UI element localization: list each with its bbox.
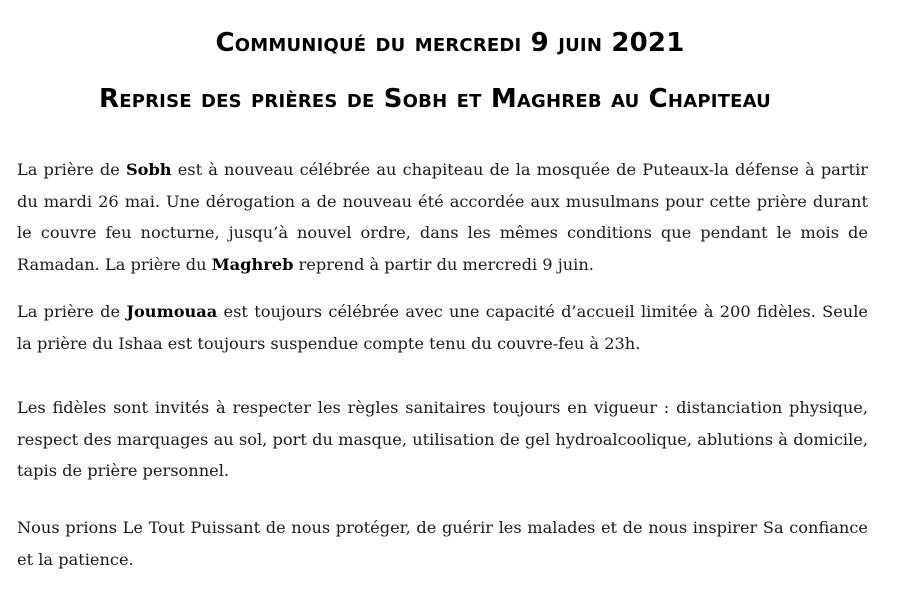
paragraph-text: reprend à partir du mercredi 9 juin. [293,254,594,274]
paragraph-text: La prière de [17,302,127,321]
paragraph-text: La prière de [17,160,126,179]
bold-term-joumouaa: Joumouaa [126,302,218,321]
paragraph-closing-prayer: Nous prions Le Tout Puissant de nous protéger, de guérir les malades et de nous inspirer Sa confiance et la patience. [17,518,868,569]
bold-term-maghreb: Maghreb [211,254,294,274]
paragraph-sobh-maghreb [17,154,868,280]
paragraph-sanitary-rules: Les fidèles sont invités à respecter les règles sanitaires toujours en vigueur : distanciation physique, respect des marquages au sol, port du masque, utilisation de gel hydroalcoolique, ablutions à domicile, tapis de prière personnel. [17,398,868,480]
document-title: Communiqué du mercredi 9 juin 2021 [215,28,685,58]
paragraph-text: est à nouveau célébrée au chapiteau de la mosquée de Puteaux-la défense à partir du mardi 26 mai. Une dérogation a de nouveau été accordée aux musulmans pour cette prière durant le couvre feu nocturne, jusqu’à nouvel ordre, dans les mêmes conditions que pendant le mois de Ramadan. La prière du [17,160,868,274]
bold-term-sobh: Sobh [125,160,172,179]
paragraph-text: est toujours célébrée avec une capacité d’accueil limitée à 200 fidèles. Seule la prière du Ishaa est toujours suspendue compte tenu du couvre-feu à 23h. [17,302,868,353]
paragraph-joumouaa [17,296,868,359]
document-subtitle: Reprise des prières de Sobh et Maghreb au Chapiteau [99,84,771,114]
